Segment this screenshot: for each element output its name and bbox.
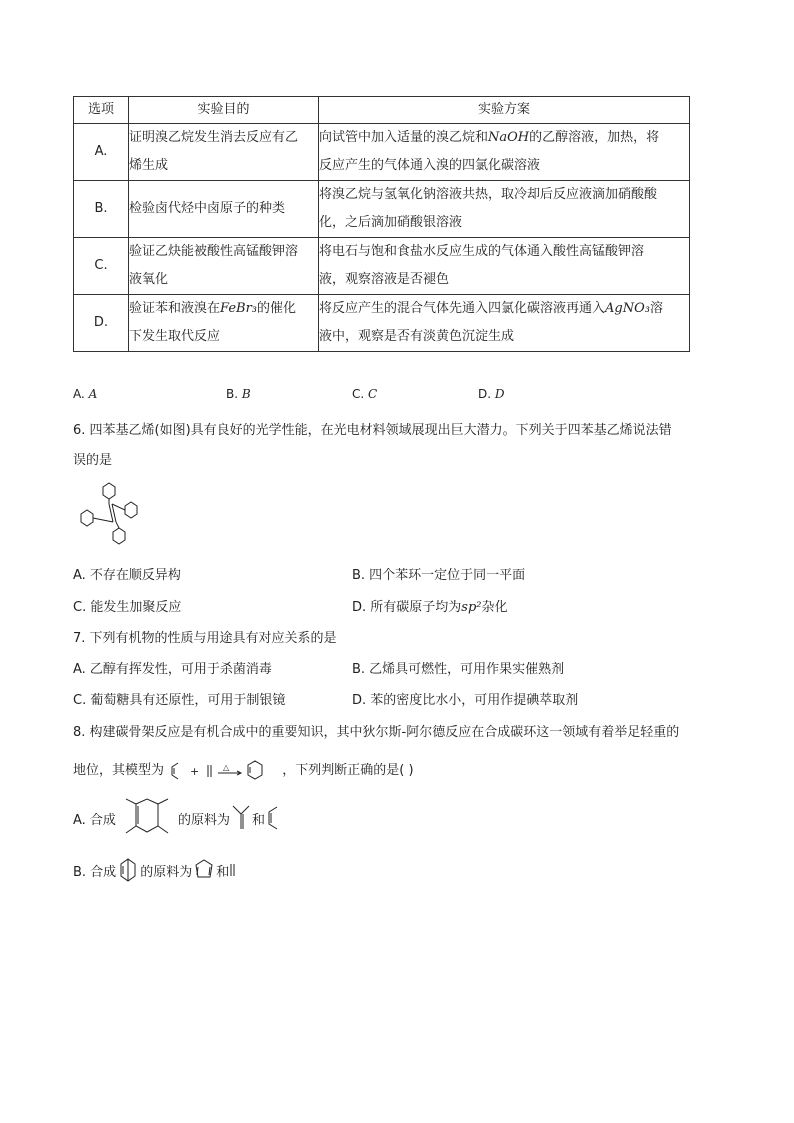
row-purpose: [129, 124, 319, 181]
tetraphenylethylene-structure: [73, 478, 153, 552]
diels-alder-model: [168, 760, 278, 782]
header-plan: 实验方案: [319, 97, 690, 124]
purpose-line: 验证乙炔能被酸性高锰酸钾溶: [129, 244, 299, 259]
table-row: [74, 238, 690, 295]
reactant-dimethylbutadiene-structure: [230, 803, 252, 833]
purpose-line: 下发生取代反应: [129, 329, 221, 344]
row-purpose: [129, 295, 319, 352]
plan-line: 液，观察溶液是否褪色: [319, 272, 450, 287]
q7-option-c[interactable]: C. 葡萄糖具有还原性，可用于制银镜: [73, 693, 286, 708]
q6-option-a[interactable]: A. 不存在顺反异构: [73, 568, 181, 583]
header-purpose: 实验目的: [129, 97, 319, 124]
purpose-line: 验证苯和液溴在FeBr₃的催化: [129, 301, 297, 316]
q7-option-a[interactable]: A. 乙醇有挥发性，可用于杀菌消毒: [73, 662, 272, 677]
row-plan: [319, 181, 690, 238]
q7-option-b[interactable]: B. 乙烯具可燃性，可用作果实催熟剂: [352, 662, 565, 677]
row-option: A.: [74, 124, 129, 181]
purpose-line: 证明溴乙烷发生消去反应有乙: [129, 130, 299, 145]
q6-option-d[interactable]: D. 所有碳原子均为sp²杂化: [352, 600, 508, 615]
experiment-table: [73, 96, 690, 352]
target-molecule-b-structure: [116, 857, 140, 883]
header-option: 选项: [74, 97, 129, 124]
plan-line: 化，之后滴加硝酸银溶液: [319, 215, 463, 230]
table-row: [74, 124, 690, 181]
q8-option-b[interactable]: B. 合成 的原料为 和: [73, 855, 237, 885]
reactant-diene-structure: [265, 805, 281, 831]
table-row: [74, 181, 690, 238]
q8-option-a[interactable]: A. 合成 的原料为 和: [73, 796, 281, 840]
table-row: [74, 295, 690, 352]
row-plan: [319, 124, 690, 181]
q6-option-b[interactable]: B. 四个苯环一定位于同一平面: [352, 568, 526, 583]
row-option: D.: [74, 295, 129, 352]
plan-line: 将电石与饱和食盐水反应生成的气体通入酸性高锰酸钾溶: [319, 244, 645, 259]
plan-line: 液中，观察是否有淡黄色沉淀生成: [319, 329, 515, 344]
q6-stem-line1: 6. 四苯基乙烯(如图)具有良好的光学性能，在光电材料领域展现出巨大潜力。下列关于四苯基乙烯说法错: [73, 423, 672, 438]
q5-option-b[interactable]: B. B: [226, 387, 251, 401]
q6-stem-line2: 误的是: [73, 453, 113, 468]
q8-stem-line1: 8. 构建碳骨架反应是有机合成中的重要知识，其中狄尔斯-阿尔德反应在合成碳环这一领域有着举足轻重的: [73, 725, 680, 740]
plan-line: 将溴乙烷与氢氧化钠溶液共热，取冷却后反应液滴加硝酸酸: [319, 187, 658, 202]
row-purpose: 检验卤代烃中卤原子的种类: [129, 181, 319, 238]
svg-text:+: +: [190, 764, 200, 778]
q6-option-c[interactable]: C. 能发生加聚反应: [73, 600, 182, 615]
q5-option-d[interactable]: D. D: [478, 387, 505, 401]
q8-stem-line2: 地位，其模型为 + △ ，下列判断正确的是( ): [73, 759, 414, 782]
table-header-row: [74, 97, 690, 124]
plan-line: 反应产生的气体通入溴的四氯化碳溶液: [319, 158, 541, 173]
target-molecule-a-structure: [118, 796, 176, 840]
reactant-cyclopentadiene-structure: [192, 858, 216, 882]
row-plan: [319, 295, 690, 352]
purpose-line: 烯生成: [129, 158, 169, 173]
plan-line: 向试管中加入适量的溴乙烷和NaOH的乙醇溶液，加热，将: [319, 130, 660, 145]
svg-text:△: △: [223, 762, 230, 772]
q7-stem: 7. 下列有机物的性质与用途具有对应关系的是: [73, 631, 337, 646]
q5-option-c[interactable]: C. C: [352, 387, 378, 401]
reactant-ethylene-structure: [229, 861, 237, 879]
row-option: C.: [74, 238, 129, 295]
row-plan: [319, 238, 690, 295]
q7-option-d[interactable]: D. 苯的密度比水小，可用作提碘萃取剂: [352, 693, 579, 708]
plan-line: 将反应产生的混合气体先通入四氯化碳溶液再通入AgNO₃溶: [319, 301, 663, 316]
purpose-line: 液氧化: [129, 272, 169, 287]
q5-option-a[interactable]: A. A: [73, 387, 98, 401]
row-purpose: [129, 238, 319, 295]
row-option: B.: [74, 181, 129, 238]
